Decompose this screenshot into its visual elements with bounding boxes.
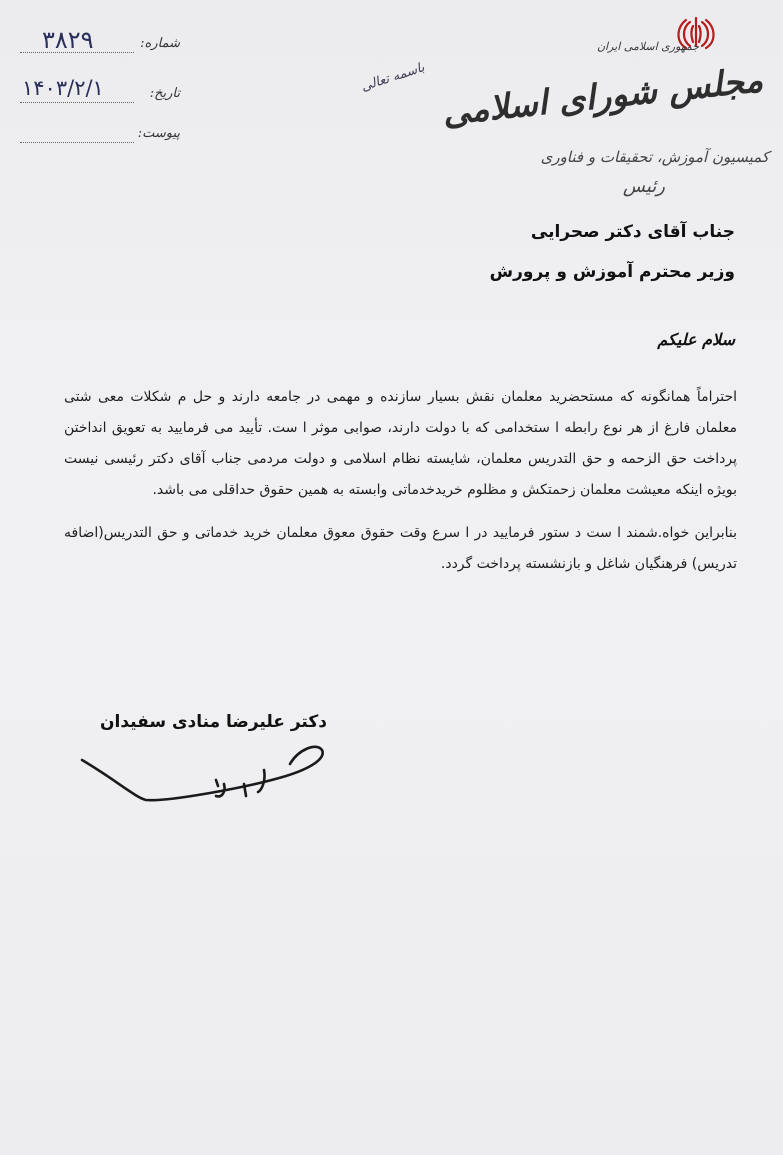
attachment-underline xyxy=(20,142,134,143)
handwritten-signature xyxy=(76,740,336,810)
date-label: تاریخ: xyxy=(149,86,180,101)
signer-name: دکتر علیرضا منادی سفیدان xyxy=(100,712,327,732)
body-paragraph-1: احتراماً همانگونه که مستحضرید معلمان نقش بسیار سازنده و مهمی در جامعه دارند و حل م شکلات معی شتی معلمان فارغ از هر نوع رابطه ا ستخدامی که با دولت دارند، صوابی موثر ا ست. تأیید می فرمایید به تعویق انداختن پرداخت حق الزحمه و حق التدریس معلمان، شایسته نظام اسلامی و دولت مردمی جناب آقای دکتر رئیسی نیست بویژه اینکه معیشت معلمان زحمتکش و مظلوم خریدخدماتی وابسته به همین حقوق حداقلی می باشد. xyxy=(64,389,737,498)
number-field xyxy=(20,26,180,56)
attachment-label: پیوست: xyxy=(137,126,180,141)
body-paragraph-2: بنابراین خواه.شمند ا ست د ستور فرمایید در ا سرع وقت حقوق معوق معلمان خرید خدماتی و حق التدریس(اضافه تدریس) فرهنگیان شاغل و بازنشسته پرداخت گردد. xyxy=(64,525,737,572)
attachment-field xyxy=(20,122,180,144)
number-value: ۳۸۲۹ xyxy=(42,26,94,54)
recipient-title: وزیر محترم آموزش و پرورش xyxy=(489,262,735,282)
greeting: سلام علیکم xyxy=(657,330,735,349)
commission-name: کمیسیون آموزش، تحقیقات و فناوری xyxy=(540,148,769,166)
recipient-name: جناب آقای دکتر صحرایی xyxy=(530,222,735,242)
chair-title: رئیس xyxy=(622,176,665,197)
bismillah: باسمه تعالی xyxy=(359,60,427,95)
number-label: شماره: xyxy=(140,36,180,51)
republic-title: جمهوری اسلامی ایران xyxy=(596,40,699,53)
date-field xyxy=(20,76,180,106)
date-underline xyxy=(20,102,134,103)
letter-body xyxy=(64,382,737,580)
parliament-name: مجلس شورای اسلامی xyxy=(440,60,766,134)
date-value: ۱۴۰۳/۲/۱ xyxy=(22,76,104,100)
